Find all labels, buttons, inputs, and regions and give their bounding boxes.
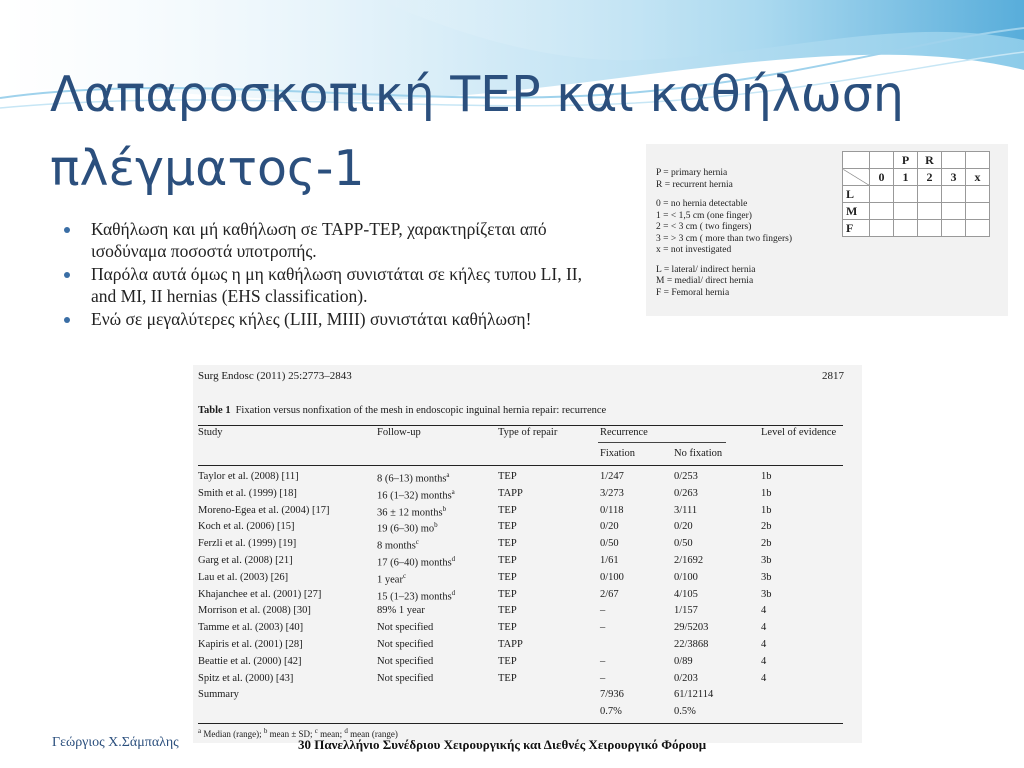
bullet-list: [64, 218, 604, 331]
cell-study: Kapiris et al. (2001) [28]: [198, 638, 303, 650]
cell-type-of-repair: TEP: [498, 554, 517, 566]
ehs-grid: [842, 151, 990, 237]
footnote-text: mean (range): [347, 729, 398, 739]
ehs-grid-row-label: L: [843, 186, 870, 203]
ehs-grid-row-label: F: [843, 220, 870, 237]
footnote-mark: a: [451, 487, 455, 496]
cell-no-fixation: 61/12114: [674, 689, 714, 701]
journal-table-figure: [193, 365, 862, 743]
ehs-grid-header: R: [918, 152, 942, 169]
cell-followup: 36 ± 12 months$^b$: [377, 504, 447, 519]
cell-no-fixation: 0/253: [674, 471, 698, 482]
ehs-grid-col: 1: [894, 169, 918, 186]
table-row: [193, 538, 862, 555]
table-row: [193, 521, 862, 538]
cell-fixation: 3/273: [600, 487, 624, 499]
cell-fixation: –: [600, 672, 606, 684]
cell-type-of-repair: TEP: [498, 504, 517, 516]
slide-title-line2: πλέγματος-1: [50, 140, 365, 197]
table-row: [193, 673, 862, 690]
cell-no-fixation: 3/111: [674, 504, 698, 516]
cell-level-of-evidence: 4: [761, 622, 767, 634]
cell-type-of-repair: TEP: [498, 622, 517, 634]
cell-no-fixation: 0/89: [674, 655, 693, 667]
cell-level-of-evidence: 1b: [761, 487, 772, 499]
ehs-grid-col: 3: [942, 169, 966, 186]
header-recurrence: Recurrence: [600, 427, 648, 438]
cell-type-of-repair: TEP: [498, 655, 517, 667]
bullet-item: [64, 308, 604, 330]
cell-study: Ferzli et al. (1999) [19]: [198, 538, 297, 550]
cell-followup: 16 (1–32) months$^a$: [377, 487, 455, 502]
bullet-item: [64, 218, 604, 262]
ehs-legend-line: 2 = < 3 cm ( two fingers): [656, 222, 752, 232]
footnote-text: Median (range);: [201, 729, 264, 739]
cell-fixation: 0.7%: [600, 706, 622, 718]
ehs-legend-line: P = primary hernia: [656, 168, 728, 178]
cell-fixation: 0/100: [600, 571, 624, 583]
footnote-text: mean ± SD;: [267, 729, 315, 739]
ehs-legend-line: x = not investigated: [656, 245, 732, 255]
cell-type-of-repair: TEP: [498, 605, 517, 617]
cell-no-fixation: 4/105: [674, 588, 698, 600]
footer-author: Γεώργιος Χ.Σάμπαλης: [52, 735, 179, 750]
cell-level-of-evidence: 2b: [761, 538, 772, 550]
footnote-mark: b: [434, 521, 438, 530]
footnote-mark: c: [314, 727, 318, 735]
header-level-of-evidence: Level of evidence: [761, 427, 837, 438]
table-caption: [198, 405, 606, 416]
table-row: [193, 622, 862, 639]
cell-followup: Not specified: [377, 622, 434, 634]
cell-no-fixation: 22/3868: [674, 638, 709, 650]
ehs-grid-col: x: [966, 169, 990, 186]
bullet-text: Καθήλωση και μή καθήλωση σε TAPP-TEP, χαρακτηρίζεται από ισοδύναμα ποσοστά υποτροπής.: [91, 219, 547, 261]
bullet-text: Ενώ σε μεγαλύτερες κήλες (LIII, MIII) συνιστάται καθήλωση!: [91, 309, 532, 329]
header-type-of-repair: Type of repair: [498, 427, 558, 438]
ehs-legend-line: 0 = no hernia detectable: [656, 199, 748, 209]
cell-type-of-repair: TEP: [498, 538, 517, 550]
cell-type-of-repair: TAPP: [498, 487, 523, 499]
cell-study: Tamme et al. (2003) [40]: [198, 622, 304, 634]
cell-no-fixation: 0/203: [674, 672, 698, 684]
footer-event: 30 Πανελλήνιο Συνέδριου Χειρουργικής και Διεθνές Χειρουργικό Φόρουμ: [298, 737, 707, 752]
bullet-dot-icon: [64, 227, 70, 233]
header-fixation: Fixation: [600, 448, 636, 459]
cell-type-of-repair: TEP: [498, 588, 517, 600]
cell-followup: Not specified: [377, 672, 434, 684]
cell-fixation: 0/50: [600, 538, 619, 550]
footnote-mark: d: [451, 588, 456, 597]
cell-study: Moreno-Egea et al. (2004) [17]: [198, 504, 330, 516]
ehs-grid-row-label: M: [843, 203, 870, 220]
table-row: [193, 656, 862, 673]
cell-type-of-repair: TEP: [498, 521, 517, 533]
cell-fixation: –: [600, 622, 606, 634]
table-row: [193, 639, 862, 656]
footnote-mark: d: [344, 727, 348, 735]
cell-level-of-evidence: 1b: [761, 471, 772, 482]
ehs-legend-line: M = medial/ direct hernia: [656, 276, 754, 286]
cell-no-fixation: 1/157: [674, 605, 698, 617]
ehs-legend-line: L = lateral/ indirect hernia: [656, 264, 756, 275]
footnote-mark: a: [446, 471, 450, 479]
table-row: [193, 555, 862, 572]
cell-study: Smith et al. (1999) [18]: [198, 487, 297, 499]
cell-followup: 8 months$^c$: [377, 538, 419, 552]
cell-level-of-evidence: 4: [761, 672, 767, 684]
cell-type-of-repair: TAPP: [498, 638, 523, 650]
table-row: [193, 605, 862, 622]
cell-followup: 17 (6–40) months$^d$: [377, 554, 456, 569]
table-bottom-rule: [198, 723, 843, 724]
ehs-legend-line: 1 = < 1,5 cm (one finger): [656, 210, 752, 221]
cell-followup: Not specified: [377, 638, 434, 650]
cell-no-fixation: 0/20: [674, 521, 693, 533]
bullet-dot-icon: [64, 317, 70, 323]
cell-fixation: 0/118: [600, 504, 624, 516]
table-label: Table 1: [198, 405, 231, 416]
bullet-dot-icon: [64, 272, 70, 278]
cell-followup: Not specified: [377, 655, 434, 667]
header-followup: Follow-up: [377, 427, 421, 438]
ehs-legend: [656, 168, 846, 299]
cell-level-of-evidence: 2b: [761, 521, 772, 533]
slide-title-line1: Λαπαροσκοπική TEP και καθήλωση: [50, 66, 904, 123]
table-row: [193, 589, 862, 606]
cell-study: Garg et al. (2008) [21]: [198, 554, 293, 566]
table-row: [193, 706, 862, 723]
cell-level-of-evidence: 4: [761, 655, 767, 667]
cell-level-of-evidence: 3b: [761, 588, 772, 600]
cell-fixation: –: [600, 655, 606, 667]
ehs-grid-col: 2: [918, 169, 942, 186]
footnote-mark: b: [263, 727, 268, 735]
cell-followup: 15 (1–23) months$^d$: [377, 588, 456, 603]
cell-fixation: –: [600, 605, 606, 617]
ehs-legend-line: R = recurrent hernia: [656, 179, 733, 190]
cell-fixation: 1/247: [600, 471, 624, 482]
table-row: [193, 689, 862, 706]
header-no-fixation: No fixation: [674, 448, 723, 459]
bullet-text: Παρόλα αυτά όμως η μη καθήλωση συνιστάται σε κήλες τυπου LI, II, and MI, II hernias (EHS classification).: [91, 264, 582, 306]
cell-followup: 8 (6–13) months$^a$: [377, 471, 450, 485]
cell-level-of-evidence: 4: [761, 638, 767, 650]
cell-fixation: 0/20: [600, 521, 619, 533]
table-row: [193, 572, 862, 589]
cell-level-of-evidence: 3b: [761, 571, 772, 583]
table-top-rule: [198, 425, 843, 426]
cell-type-of-repair: TEP: [498, 672, 517, 684]
footnote-text: mean;: [317, 729, 345, 739]
cell-study: Beattie et al. (2000) [42]: [198, 655, 302, 667]
footnote-mark: c: [415, 538, 419, 547]
footnote-mark: c: [402, 571, 407, 580]
cell-no-fixation: 2/1692: [674, 554, 704, 566]
cell-followup: 19 (6–30) $mo^b$: [377, 521, 438, 535]
cell-fixation: 7/936: [600, 689, 624, 701]
cell-fixation: 1/61: [600, 554, 619, 566]
footnote-mark: b: [442, 504, 447, 513]
footnote-mark: d: [451, 554, 456, 563]
cell-study: Taylor et al. (2008) [11]: [198, 471, 299, 482]
cell-study: Summary: [198, 689, 239, 701]
cell-no-fixation: 0/100: [674, 571, 698, 583]
table-row: [193, 471, 862, 488]
ehs-legend-line: 3 = > 3 cm ( more than two fingers): [656, 233, 793, 244]
cell-followup: 1 year$^c$: [377, 571, 407, 586]
table-header-rule: [198, 465, 843, 466]
cell-fixation: 2/67: [600, 588, 619, 600]
table-row: [193, 505, 862, 522]
cell-level-of-evidence: 3b: [761, 554, 772, 566]
ehs-classification-figure: [646, 144, 1008, 316]
table-caption-text: Fixation versus nonfixation of the mesh in endoscopic inguinal hernia repair: recurrence: [235, 405, 607, 416]
journal-page-number: 2817: [822, 370, 844, 382]
bullet-item: [64, 263, 604, 307]
ehs-grid-corner: [843, 169, 870, 186]
ehs-grid-col: 0: [870, 169, 894, 186]
cell-type-of-repair: TEP: [498, 571, 517, 583]
ehs-grid-header: P: [894, 152, 918, 169]
header-study: Study: [198, 427, 223, 438]
table-row: [193, 488, 862, 505]
ehs-legend-line: F = Femoral hernia: [656, 287, 730, 298]
cell-no-fixation: 0.5%: [674, 706, 696, 718]
cell-study: Khajanchee et al. (2001) [27]: [198, 588, 322, 600]
cell-type-of-repair: TEP: [498, 471, 517, 482]
cell-level-of-evidence: 1b: [761, 504, 772, 516]
cell-no-fixation: 0/263: [674, 487, 698, 499]
table-body: [193, 471, 862, 723]
cell-no-fixation: 0/50: [674, 538, 693, 550]
cell-no-fixation: 29/5203: [674, 622, 709, 634]
recurrence-subrule: [598, 442, 726, 443]
cell-study: Morrison et al. (2008) [30]: [198, 605, 311, 617]
cell-followup: 89% 1 year: [377, 605, 425, 617]
cell-study: Koch et al. (2006) [15]: [198, 521, 295, 533]
cell-study: Lau et al. (2003) [26]: [198, 571, 289, 583]
cell-level-of-evidence: 4: [761, 605, 767, 617]
journal-citation: Surg Endosc (2011) 25:2773–2843: [198, 370, 352, 382]
cell-study: Spitz et al. (2000) [43]: [198, 672, 294, 684]
footnote-mark: a: [198, 727, 202, 735]
